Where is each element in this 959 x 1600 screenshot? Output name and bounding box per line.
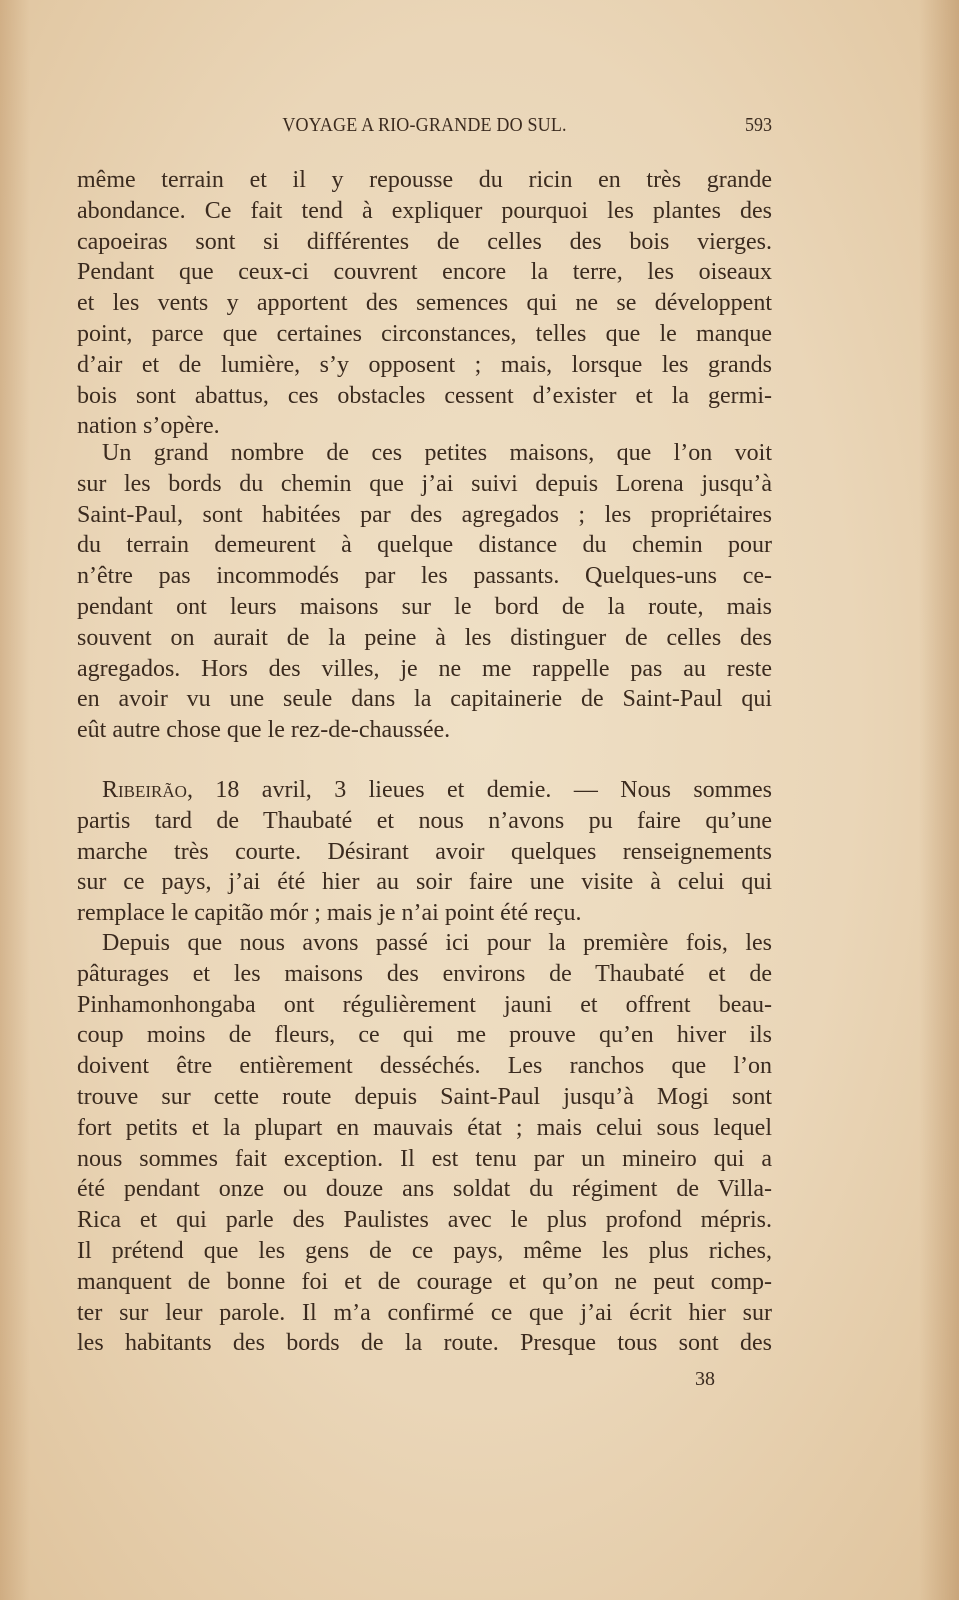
text-line: Pendant que ceux-ci couvrent encore la terre, les oiseaux <box>77 259 772 286</box>
text-span: , 18 avril, 3 lieues et demie. — Nous sommes <box>186 777 772 803</box>
text-line: fort petits et la plupart en mauvais état ; mais celui sous lequel <box>77 1114 772 1141</box>
text-line: n’être pas incommodés par les passants. Quelques-uns ce- <box>77 563 772 590</box>
text-line: Rica et qui parle des Paulistes avec le plus profond mépris. <box>77 1207 772 1234</box>
text-line: pâturages et les maisons des environs de Thaubaté et de <box>77 960 772 987</box>
text-line: manquent de bonne foi et de courage et qu’on ne peut comp- <box>77 1268 772 1295</box>
running-title: VOYAGE A RIO-GRANDE DO SUL. <box>282 114 567 136</box>
text-line: nous sommes fait exception. Il est tenu par un mineiro qui a <box>77 1145 772 1172</box>
text-line: les habitants des bords de la route. Presque tous sont des <box>77 1330 772 1357</box>
text-line: pendant ont leurs maisons sur le bord de la route, mais <box>77 593 772 620</box>
text-line: d’air et de lumière, s’y opposent ; mais, lorsque les grands <box>77 351 772 378</box>
text-line: Un grand nombre de ces petites maisons, que l’on voit <box>102 440 772 466</box>
paragraph <box>77 775 772 929</box>
text-line: coup moins de fleurs, ce qui me prouve qu’en hiver ils <box>77 1022 772 1049</box>
text-line: bois sont abattus, ces obstacles cessent d’exister et la germi- <box>77 382 772 409</box>
page-header <box>77 114 772 142</box>
text-line: nation s’opère. <box>77 413 220 440</box>
text-line: remplace le capitão mór ; mais je n’ai point été reçu. <box>77 900 582 927</box>
text-line: sur ce pays, j’ai été hier au soir faire une visite à celui qui <box>77 869 772 896</box>
paragraph <box>77 165 772 442</box>
page-number: 593 <box>745 114 772 136</box>
paragraph <box>77 438 772 746</box>
text-line: souvent on aurait de la peine à les distinguer de celles des <box>77 624 772 651</box>
text-line: partis tard de Thaubaté et nous n’avons pu faire qu’une <box>77 807 772 834</box>
text-line: Il prétend que les gens de ce pays, même les plus riches, <box>77 1237 772 1264</box>
text-line: Pinhamonhongaba ont régulièrement jauni et offrent beau- <box>77 991 772 1018</box>
page-shadow-right <box>919 0 959 1600</box>
text-line: ter sur leur parole. Il m’a confirmé ce que j’ai écrit hier sur <box>77 1299 772 1326</box>
text-line: doivent être entièrement desséchés. Les ranchos que l’on <box>77 1053 772 1080</box>
text-line: même terrain et il y repousse du ricin en très grande <box>77 167 772 193</box>
text-line: en avoir vu une seule dans la capitainerie de Saint-Paul qui <box>77 686 772 713</box>
text-line <box>77 775 772 806</box>
text-line: été pendant onze ou douze ans soldat du régiment de Villa- <box>77 1176 772 1203</box>
place-heading: Ribeirão <box>102 777 187 803</box>
text-line: marche très courte. Désirant avoir quelques renseignements <box>77 838 772 865</box>
text-line: et les vents y apportent des semences qui ne se développent <box>77 290 772 317</box>
paragraph <box>77 928 772 1359</box>
signature-mark: 38 <box>695 1368 715 1390</box>
text-line: abondance. Ce fait tend à expliquer pourquoi les plantes des <box>77 197 772 224</box>
text-line: capoeiras sont si différentes de celles des bois vierges. <box>77 228 772 255</box>
text-line: point, parce que certaines circonstances, telles que le manque <box>77 320 772 347</box>
text-line: Depuis que nous avons passé ici pour la première fois, les <box>102 930 772 956</box>
text-line: agregados. Hors des villes, je ne me rappelle pas au reste <box>77 655 772 682</box>
text-line: trouve sur cette route depuis Saint-Paul jusqu’à Mogi sont <box>77 1083 772 1110</box>
text-line: eût autre chose que le rez-de-chaussée. <box>77 717 451 744</box>
text-line: Saint-Paul, sont habitées par des agregados ; les propriétaires <box>77 501 772 528</box>
page-shadow-left <box>0 0 30 1600</box>
text-line: du terrain demeurent à quelque distance du chemin pour <box>77 532 772 559</box>
text-line: sur les bords du chemin que j’ai suivi depuis Lorena jusqu’à <box>77 470 772 497</box>
